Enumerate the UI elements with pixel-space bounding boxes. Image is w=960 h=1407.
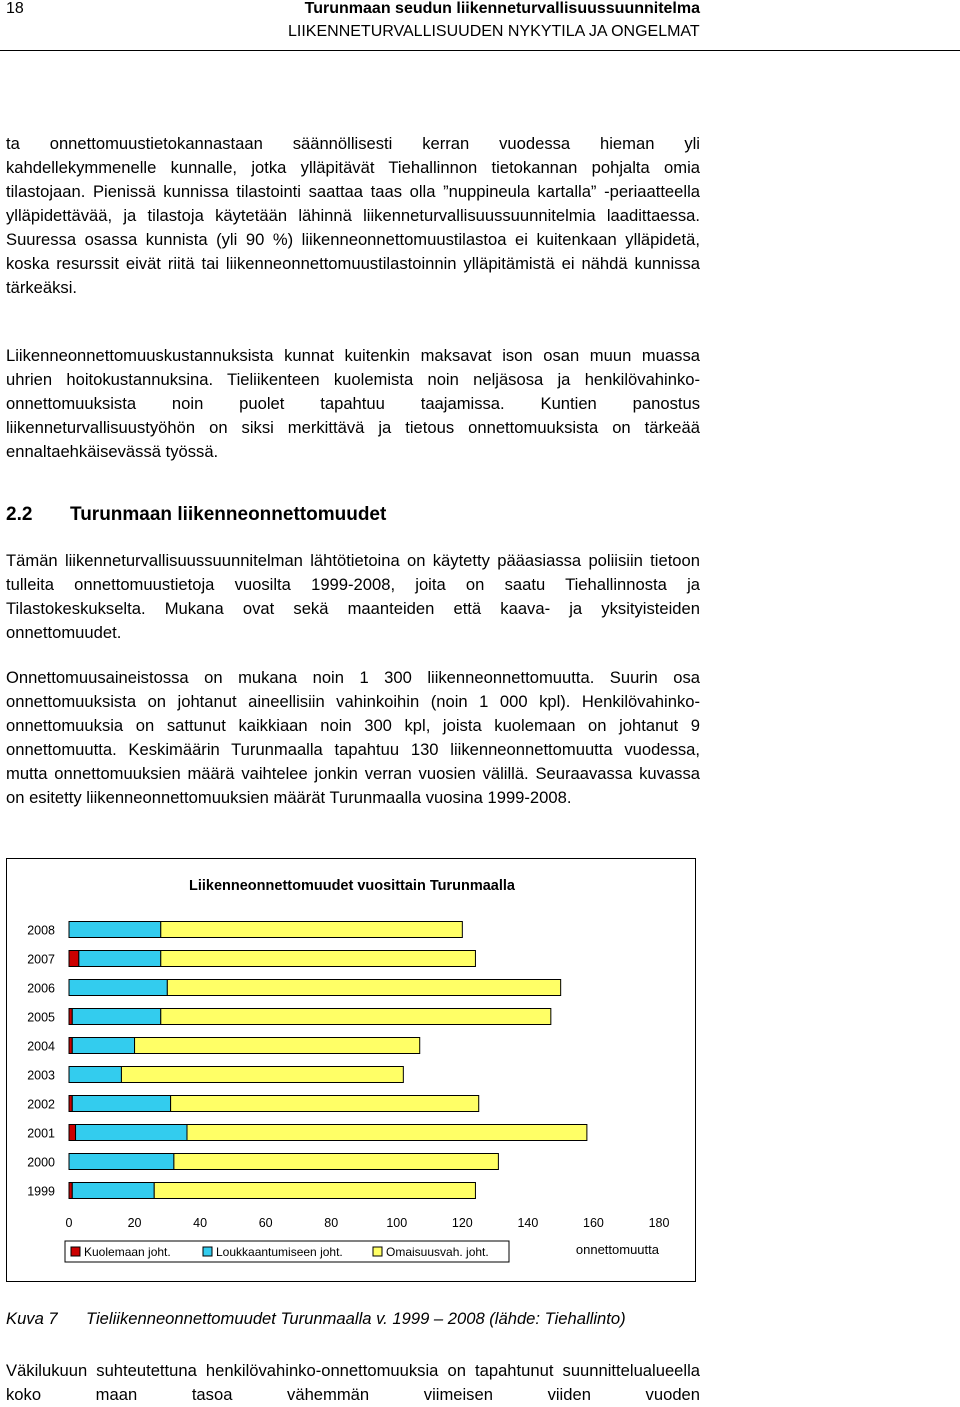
x-tick-60: 60 — [258, 1216, 273, 1230]
paragraph-2: Liikenneonnettomuuskustannuksista kunnat kuitenkin maksavat ison osan muun muassa uhrien hoitokustannuksina. Tieliikenteen kuolemista noin neljäsosa ja henkilövahinko-onnettomuuksista noin puolet tapahtuu taajamissa. Kuntien panostus liikenneturvallisuustyöhön on siksi merkittävä ja tietous onnettomuuksista on tärkeää ennaltaehkäisevässä työssä. — [6, 346, 700, 461]
legend-swatch-2 — [373, 1247, 382, 1256]
category-label-2001: 2001 — [27, 1126, 55, 1141]
bar-2007-series-0 — [69, 951, 79, 967]
chart-container — [6, 858, 696, 1282]
category-label-2006: 2006 — [27, 981, 55, 996]
bar-2007-series-2 — [161, 951, 476, 967]
x-tick-80: 80 — [324, 1216, 339, 1230]
x-tick-140: 140 — [517, 1216, 539, 1230]
x-tick-160: 160 — [583, 1216, 604, 1230]
paragraph-4: Onnettomuusaineistossa on mukana noin 1 300 liikenneonnettomuutta. Suurin osa onnettomuuksista on johtanut aineellisiin vahinkoihin (noin 1 000 kpl). Henkilövahinko-onnettomuuksia on sattunut kaikkiaan noin 300 kpl, joista kuolemaan on johtanut 9 onnettomuutta. Keskimäärin Turunmaalla tapahtuu 130 liikenneonnettomuutta vuodessa, mutta onnettomuuksien määrä vaihtelee jonkin verran vuosien välillä. Seuraavassa kuvassa on esitetty liikenneonnettomuuksien määrät Turunmaalla vuosina 1999-2008. — [6, 668, 700, 807]
caption-text: Tieliikenneonnettomuudet Turunmaalla v. 1999 – 2008 (lähde: Tiehallinto) — [86, 1309, 626, 1328]
x-tick-100: 100 — [386, 1216, 408, 1230]
bar-2000-series-1 — [69, 1154, 174, 1170]
section-title: Turunmaan liikenneonnettomuudet — [70, 504, 387, 525]
section-number: 2.2 — [6, 504, 33, 525]
bar-2000-series-2 — [174, 1154, 499, 1170]
legend-swatch-0 — [71, 1247, 80, 1256]
bar-2003-series-2 — [121, 1067, 403, 1083]
bar-2006-series-1 — [69, 980, 167, 996]
header-title: Turunmaan seudun liikenneturvallisuussuunnitelma — [304, 0, 700, 17]
x-tick-180: 180 — [648, 1216, 670, 1230]
paragraph-5: Väkilukuun suhteutettuna henkilövahinko-onnettomuuksia on tapahtunut suunnittelualueella koko maan tasoa vähemmän viimeisen viiden vuoden — [6, 1361, 700, 1404]
x-tick-40: 40 — [193, 1216, 208, 1230]
bar-2001-series-0 — [69, 1125, 76, 1141]
category-label-2007: 2007 — [27, 952, 55, 967]
category-label-2005: 2005 — [27, 1010, 55, 1025]
bar-2001-series-1 — [76, 1125, 187, 1141]
header-subtitle: LIIKENNETURVALLISUUDEN NYKYTILA JA ONGELMAT — [288, 23, 700, 40]
bar-1999-series-1 — [72, 1183, 154, 1199]
chart-title: Liikenneonnettomuudet vuosittain Turunmaalla — [188, 878, 516, 894]
bar-2007-series-1 — [79, 951, 161, 967]
category-label-2000: 2000 — [27, 1155, 55, 1170]
category-label-2003: 2003 — [27, 1068, 55, 1083]
bar-1999-series-2 — [154, 1183, 475, 1199]
legend-label-1: Loukkaantumiseen joht. — [216, 1245, 343, 1259]
page-number: 18 — [6, 0, 24, 17]
bar-2004-series-2 — [135, 1038, 420, 1054]
bar-2002-series-2 — [171, 1096, 479, 1112]
bar-2001-series-2 — [187, 1125, 587, 1141]
legend-label-0: Kuolemaan joht. — [84, 1245, 171, 1259]
category-label-2002: 2002 — [27, 1097, 55, 1112]
bar-2005-series-2 — [161, 1009, 551, 1025]
figure-caption — [6, 1309, 626, 1329]
x-tick-120: 120 — [451, 1216, 473, 1230]
bar-2005-series-1 — [72, 1009, 160, 1025]
category-label-2008: 2008 — [27, 923, 55, 938]
x-axis-label: onnettomuutta — [575, 1242, 659, 1257]
bar-2002-series-1 — [72, 1096, 170, 1112]
accident-chart — [7, 859, 697, 1283]
category-label-2004: 2004 — [27, 1039, 55, 1054]
section-heading — [6, 504, 386, 526]
legend-label-2: Omaisuusvah. joht. — [386, 1245, 489, 1259]
header-rule — [0, 50, 960, 51]
legend-swatch-1 — [203, 1247, 212, 1256]
bar-2004-series-1 — [72, 1038, 134, 1054]
paragraph-3: Tämän liikenneturvallisuussuunnitelman lähtötietoina on käytetty pääasiassa poliisiin tietoon tulleita onnettomuustietoja vuosilta 1999-2008, joita on saatu Tiehallinnosta ja Tilastokeskukselta. Mukana ovat sekä maanteiden että kaava- ja yksityisteiden onnettomuudet. — [6, 551, 700, 642]
category-label-1999: 1999 — [27, 1184, 55, 1199]
bar-2006-series-2 — [167, 980, 560, 996]
bar-2008-series-1 — [69, 922, 161, 938]
bar-2008-series-2 — [161, 922, 463, 938]
x-tick-20: 20 — [127, 1216, 142, 1230]
bar-2003-series-1 — [69, 1067, 121, 1083]
paragraph-1: ta onnettomuustietokannastaan säännöllisesti kerran vuodessa hieman yli kahdellekymmenelle kunnalle, jotka ylläpitävät Tiehallinnon tietokannan pohjalta omia tilastojaan. Pienissä kunnissa tilastointi saattaa taas olla ”nuppineula kartalla” -periaatteella ylläpidettävää, ja tilastoja käytetään lähinnä liikenneturvallisuussuunnitelmia laadittaessa. Suuressa osassa kunnista (yli 90 %) liikenneonnettomuustilastoa ei kuitenkaan ylläpidetä, koska resurssit eivät riitä tai liikenneonnettomuustilastoinnin ylläpitämistä ei nähdä kunnissa tärkeäksi. — [6, 134, 700, 297]
caption-label: Kuva 7 — [6, 1309, 58, 1328]
x-tick-0: 0 — [65, 1216, 73, 1230]
